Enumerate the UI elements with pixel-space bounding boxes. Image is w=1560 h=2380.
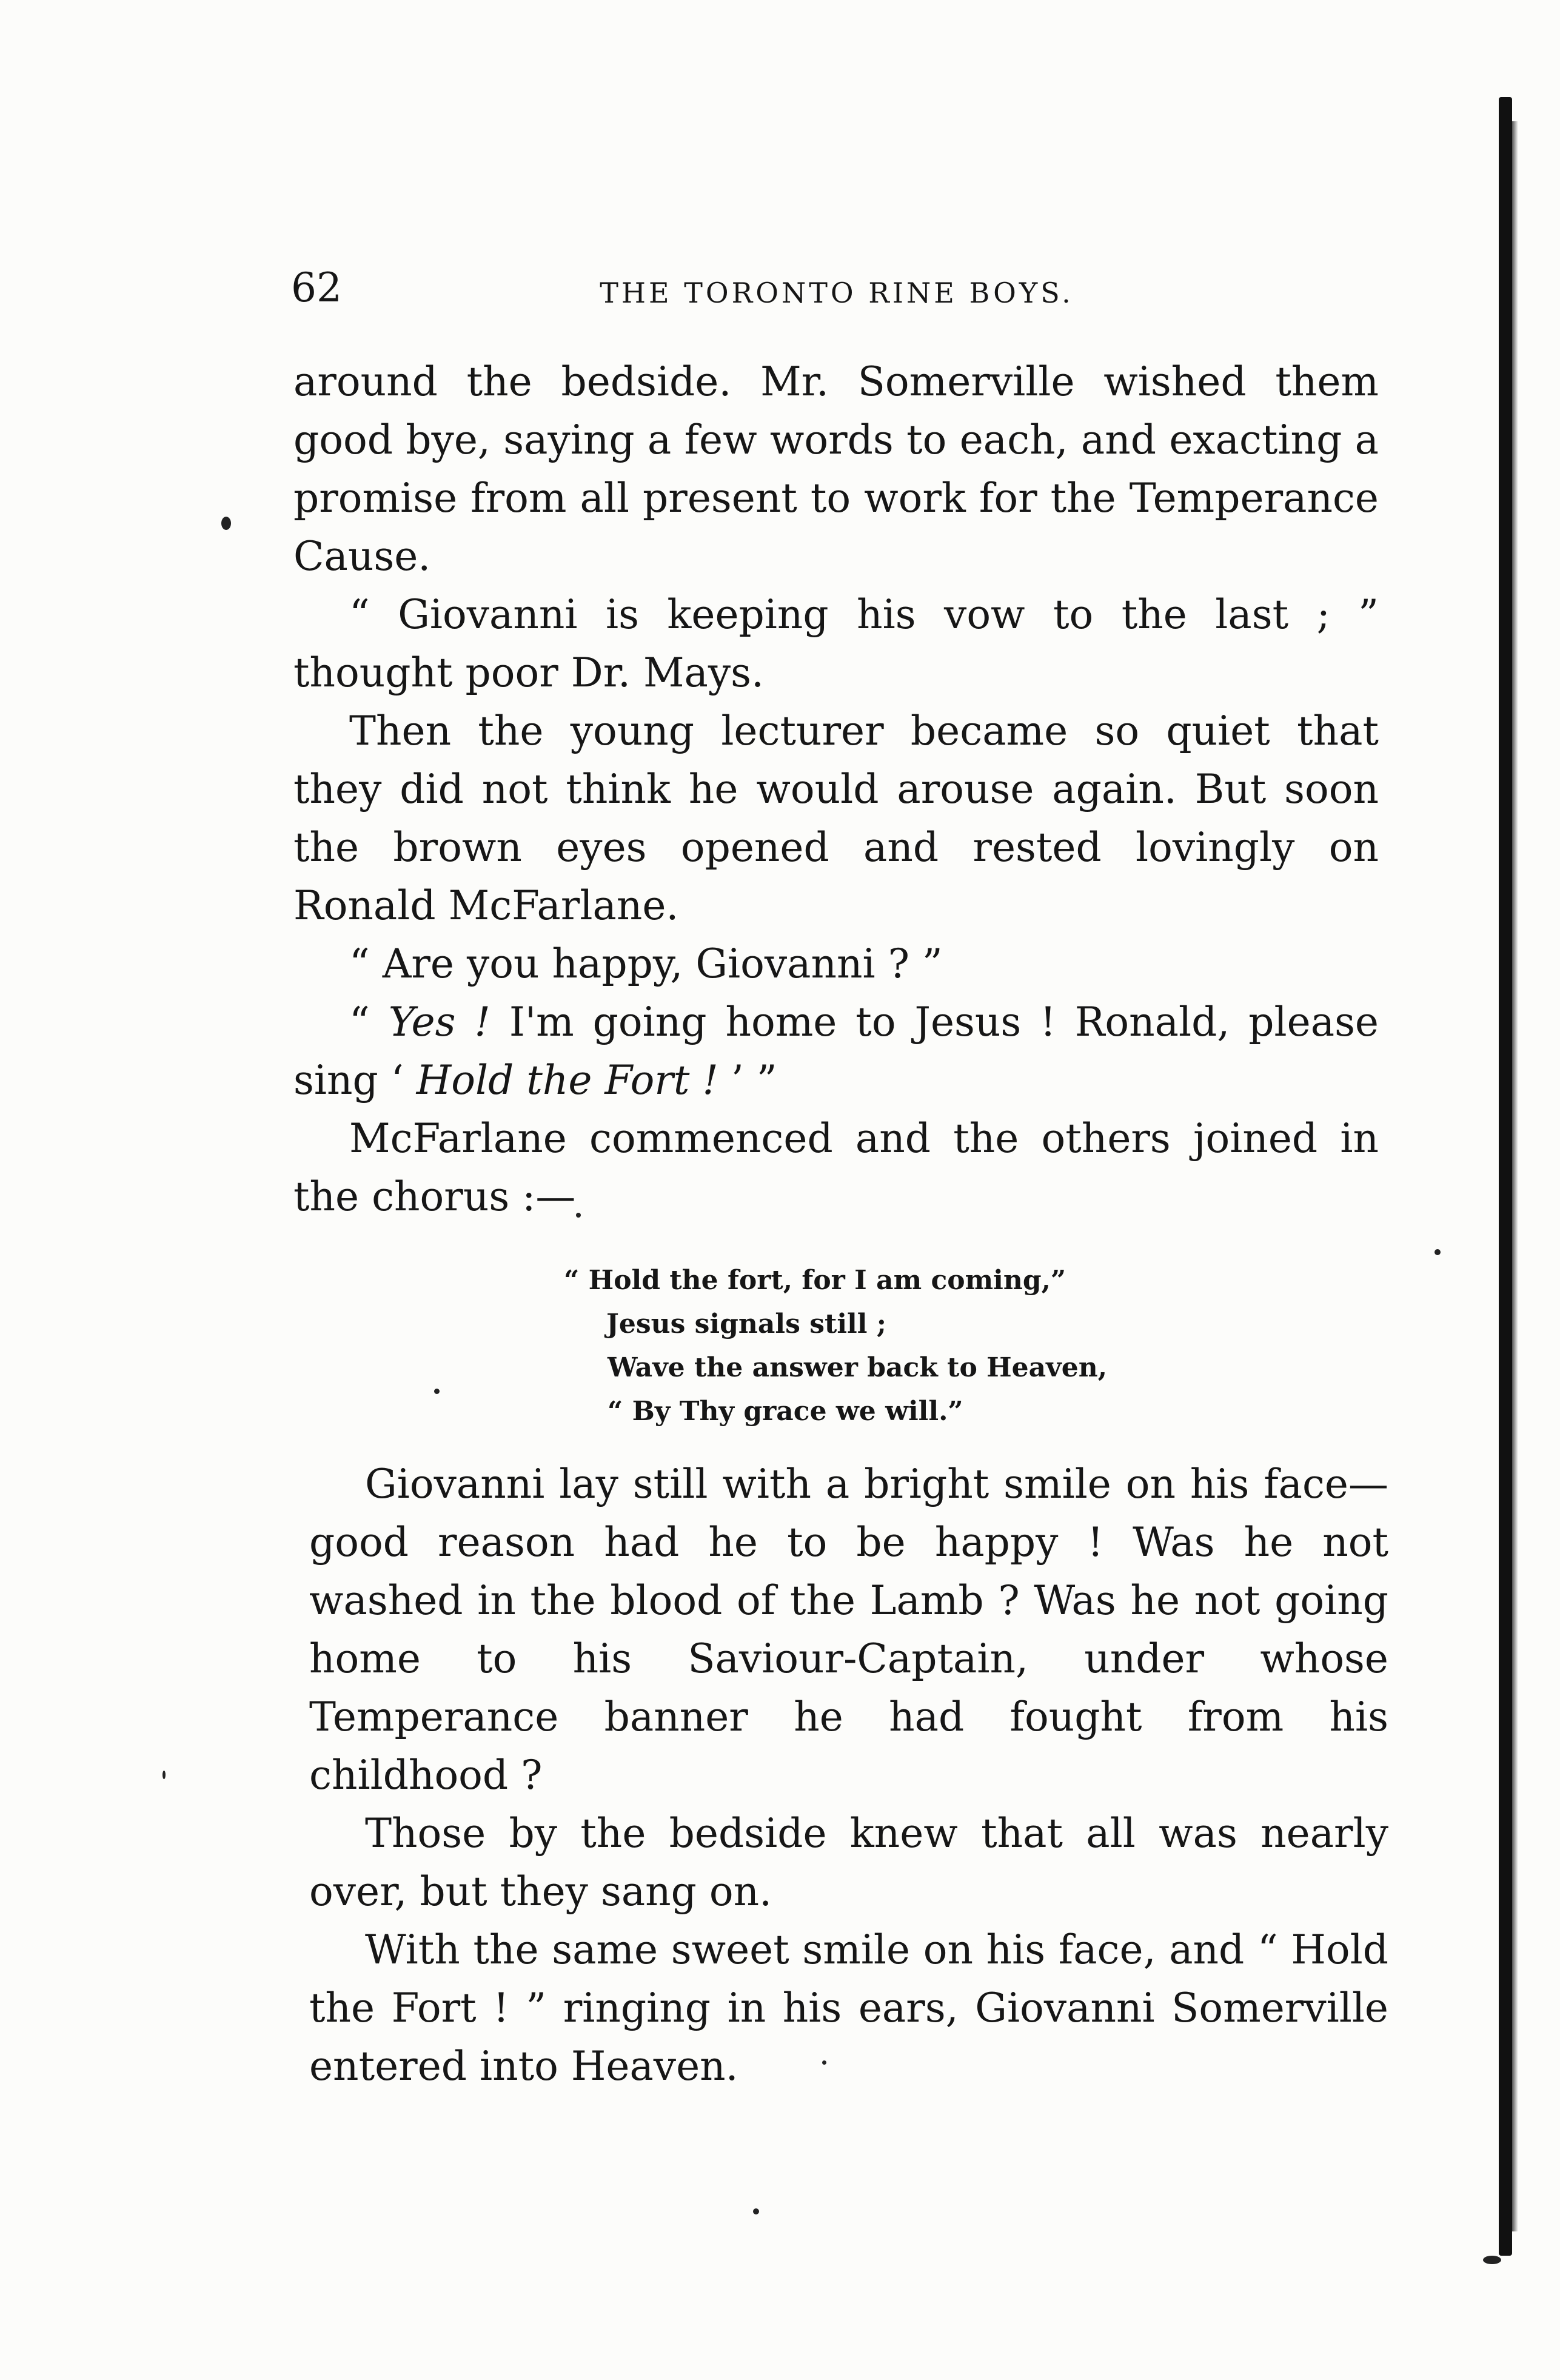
page-number: 62 [291, 264, 342, 311]
verse-line: “ Hold the fort, for I am coming,” [564, 1265, 1066, 1296]
scan-speck [434, 1389, 440, 1394]
scan-speck [753, 2208, 759, 2214]
verse-line: Jesus signals still ; [606, 1309, 887, 1339]
paragraph: Giovanni lay still with a bright smile on his face—good reason had he to be happy ! Was he not washed in the blood of the Lamb ? Was he not going home to his Saviour-Captain, under whose Temperance banner he had fought from his childhood ? [309, 1461, 1388, 1798]
quote-open: “ [349, 999, 389, 1045]
italic-title: Hold the Fort ! [416, 1057, 718, 1104]
verse-line: Wave the answer back to Heaven, [608, 1352, 1108, 1383]
scan-speck [1483, 2256, 1501, 2264]
scan-speck [1434, 1249, 1441, 1255]
paragraph: “ Giovanni is keeping his vow to the last ; ” thought poor Dr. Mays. [293, 591, 1379, 696]
quote-close: ’ ” [718, 1057, 777, 1104]
binding-shadow [1512, 121, 1518, 2231]
scan-speck [221, 517, 231, 530]
main-text-continued [309, 1455, 1388, 2096]
paragraph: With the same sweet smile on his face, and “ Hold the Fort ! ” ringing in his ears, Giovanni Somerville entered into Heaven. [309, 1926, 1388, 2090]
running-head: THE TORONTO RINE BOYS. [600, 277, 1074, 309]
scan-speck [162, 1771, 166, 1779]
paragraph: “ Are you happy, Giovanni ? ” [349, 940, 943, 987]
page-header [291, 255, 1382, 321]
paragraph [293, 993, 1379, 1110]
verse-line: “ By Thy grace we will.” [608, 1396, 963, 1427]
paragraph: Then the young lecturer became so quiet that they did not think he would arouse again. But soon the brown eyes opened and rested lovingly on Ronald McFarlane. [293, 708, 1379, 929]
italic-text: Yes ! [388, 999, 490, 1045]
paragraph-text: I'm going home to Jesus ! Ronald, please sing ‘ [293, 999, 1379, 1104]
hymn-verse [564, 1259, 1170, 1433]
binding-edge [1499, 97, 1512, 2256]
paragraph: Those by the bedside knew that all was nearly over, but they sang on. [309, 1810, 1388, 1915]
paragraph: McFarlane commenced and the others joined in the chorus :— [293, 1115, 1379, 1220]
main-text [293, 353, 1379, 1226]
paragraph: around the bedside. Mr. Somerville wished them good bye, saying a few words to each, and exacting a promise from all present to work for the Temperance Cause. [293, 358, 1379, 580]
